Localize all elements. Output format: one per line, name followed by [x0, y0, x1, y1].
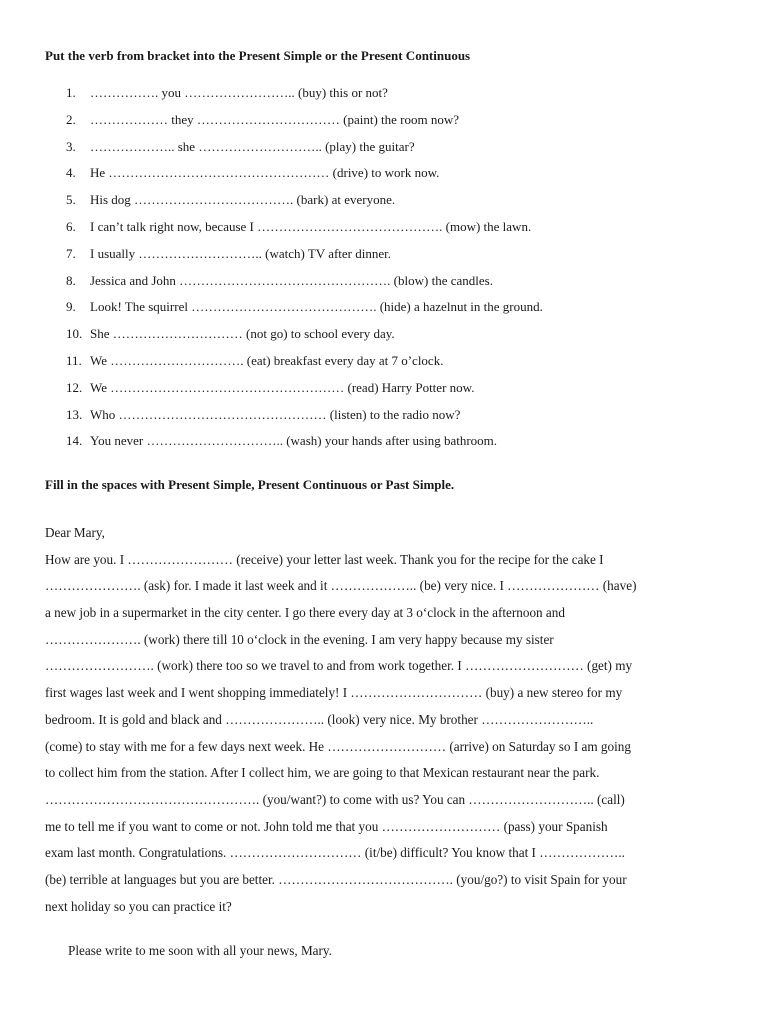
exercise-number: 12. — [66, 379, 83, 395]
exercise-item — [66, 379, 543, 406]
letter-line: …………………. (ask) for. I made it last week and it ……………….. (be) very nice. I ………………… (have) — [45, 578, 637, 594]
exercise-number: 8. — [66, 272, 76, 288]
letter-signoff: Please write to me soon with all your news, Mary. — [68, 943, 332, 958]
exercise-item — [66, 111, 543, 138]
exercise-text: ……………….. she ……………………….. (play) the guitar? — [90, 138, 415, 154]
exercise-number: 7. — [66, 245, 76, 261]
letter-line: …………………. (work) there till 10 o‘clock in the evening. I am very happy because my sister — [45, 631, 554, 647]
exercise-text: I usually ……………………….. (watch) TV after dinner. — [90, 245, 391, 261]
exercise-number: 1. — [66, 85, 76, 100]
exercise-text: She ………………………… (not go) to school every day. — [90, 326, 395, 342]
exercise-item — [66, 218, 543, 245]
exercise-item — [66, 138, 543, 165]
letter-line: (come) to stay with me for a few days next week. He ……………………… (arrive) on Saturday so I am going — [45, 738, 631, 754]
exercise-text: We ……………………………………………… (read) Harry Potter now. — [90, 379, 475, 395]
section-2-heading: Fill in the spaces with Present Simple, Present Continuous or Past Simple. — [45, 477, 455, 492]
exercise-text: Who ………………………………………… (listen) to the radio now? — [90, 406, 461, 422]
letter-line: How are you. I …………………… (receive) your letter last week. Thank you for the recipe for the cake I — [45, 551, 604, 567]
exercise-text: Look! The squirrel ……………………………………. (hide) a hazelnut in the ground. — [90, 299, 543, 315]
exercise-list — [66, 84, 543, 459]
letter-line: (be) terrible at languages but you are better. …………………………………. (you/go?) to visit Spain for your — [45, 871, 627, 887]
letter-line: …………………………………………. (you/want?) to come with us? You can ……………………….. (call) — [45, 791, 625, 807]
letter-greeting: Dear Mary, — [45, 525, 105, 540]
exercise-item — [66, 406, 543, 433]
exercise-number: 10. — [66, 326, 83, 342]
exercise-text: I can’t talk right now, because I ……………………………………. (mow) the lawn. — [90, 218, 532, 234]
exercise-number: 4. — [66, 165, 76, 181]
exercise-text: You never ………………………….. (wash) your hands after using bathroom. — [90, 433, 498, 449]
letter-line: first wages last week and I went shopping immediately! I ………………………… (buy) a new stereo for my — [45, 685, 623, 701]
letter-line: to collect him from the station. After I collect him, we are going to that Mexican restaurant near the park. — [45, 765, 600, 781]
letter-line: ……………………. (work) there too so we travel to and from work together. I ……………………… (get) my — [45, 658, 633, 674]
exercise-number: 9. — [66, 299, 76, 315]
exercise-text: He …………………………………………… (drive) to work now. — [90, 165, 440, 181]
exercise-item — [66, 298, 543, 325]
exercise-item — [66, 245, 543, 272]
letter-line: me to tell me if you want to come or not. John told me that you ……………………… (pass) your Spanish — [45, 818, 608, 834]
exercise-item — [66, 191, 543, 218]
exercise-item — [66, 432, 543, 459]
section-1-heading: Put the verb from bracket into the Present Simple or the Present Continuous — [45, 48, 471, 63]
exercise-number: 11. — [66, 352, 82, 368]
exercise-item — [66, 352, 543, 379]
exercise-number: 2. — [66, 111, 76, 127]
exercise-item — [66, 84, 543, 111]
letter-line: next holiday so you can practice it? — [45, 898, 232, 914]
exercise-number: 13. — [66, 406, 83, 422]
exercise-item — [66, 164, 543, 191]
exercise-text: ……………. you …………………….. (buy) this or not? — [90, 85, 388, 100]
letter-line: exam last month. Congratulations. ………………………… (it/be) difficult? You know that I ……………….. — [45, 845, 625, 861]
exercise-text: His dog ………………………………. (bark) at everyone. — [90, 192, 396, 208]
letter-body — [45, 524, 725, 924]
letter-line: bedroom. It is gold and black and ………………….. (look) very nice. My brother …………………….. — [45, 711, 594, 727]
exercise-number: 14. — [66, 433, 83, 449]
exercise-item — [66, 325, 543, 352]
exercise-number: 3. — [66, 138, 76, 154]
exercise-number: 6. — [66, 218, 76, 234]
exercise-text: We …………………………. (eat) breakfast every day at 7 o’clock. — [90, 352, 444, 368]
exercise-text: Jessica and John …………………………………………. (blow) the candles. — [90, 272, 493, 288]
exercise-number: 5. — [66, 192, 76, 208]
exercise-text: ……………… they …………………………… (paint) the room now? — [90, 111, 460, 127]
exercise-item — [66, 272, 543, 299]
letter-line: a new job in a supermarket in the city center. I go there every day at 3 o‘clock in the afternoon and — [45, 605, 565, 621]
